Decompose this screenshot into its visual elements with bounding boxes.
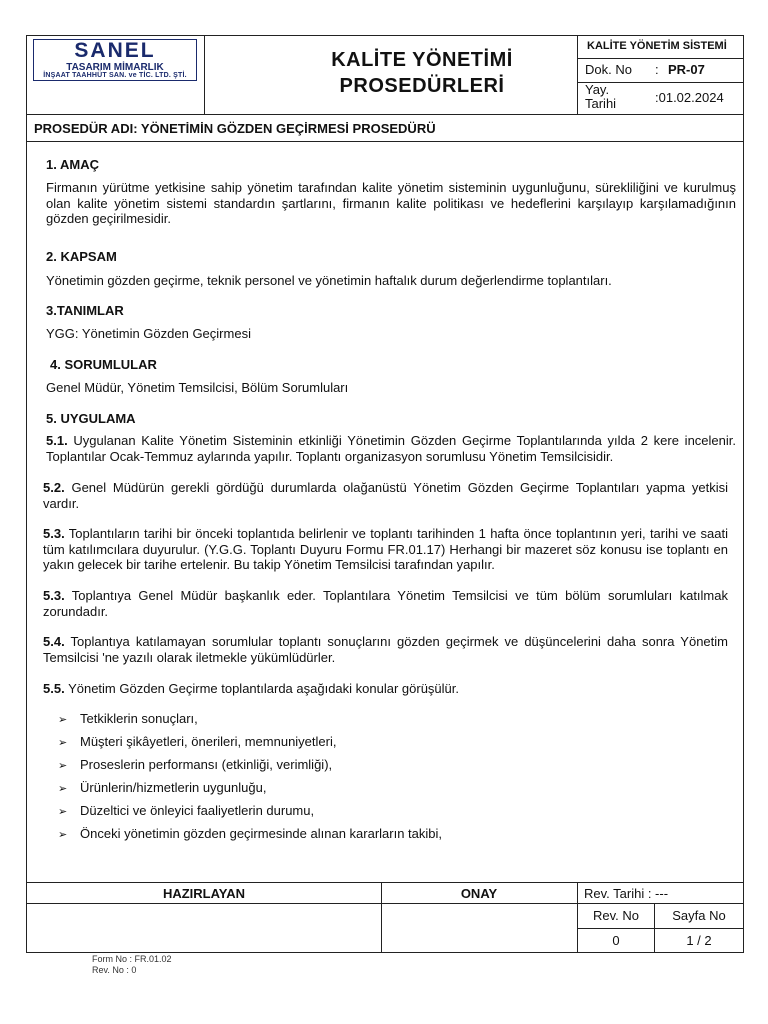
- list-item: [58, 803, 314, 818]
- list-item-text: Müşteri şikâyetleri, önerileri, memnuniyetleri,: [80, 734, 337, 749]
- logo-line1: TASARIM MİMARLIK: [66, 62, 164, 73]
- list-item-text: Düzeltici ve önleyici faaliyetlerin durumu,: [80, 803, 315, 818]
- company-logo: [33, 39, 197, 81]
- item-number: 5.5.: [43, 681, 65, 696]
- list-item: [58, 757, 332, 772]
- page-value: 1 / 2: [686, 933, 712, 948]
- pub-date-label-2: Tarihi: [585, 96, 617, 111]
- document-title-line2: PROSEDÜRLERİ: [339, 75, 505, 97]
- item-number: 5.3.: [43, 526, 65, 541]
- list-item-text: Önceki yönetimin gözden geçirmesinde alınan kararların takibi,: [80, 826, 443, 841]
- doc-no-label: Dok. No: [585, 62, 632, 77]
- rev-no-value: 0: [612, 933, 620, 948]
- rev-date: Rev. Tarihi : ---: [584, 886, 669, 901]
- item-text: Genel Müdürün gerekli gördüğü durumlarda olağanüstü Yönetim Gözden Geçirme Toplantıları yapma yetkisi vardır.: [43, 480, 728, 511]
- section-text-kapsam: Yönetimin gözden geçirme, teknik personel ve yönetimin haftalık durum değerlendirme toplantıları.: [46, 273, 612, 288]
- item-number: 5.2.: [43, 480, 65, 495]
- header-divider: [27, 114, 743, 115]
- document-title: [256, 47, 588, 99]
- item-5-3b: [43, 588, 728, 619]
- procedure-name: PROSEDÜR ADI: YÖNETİMİN GÖZDEN GEÇİRMESİ PROSEDÜRÜ: [34, 121, 436, 136]
- item-text: Toplantıya Genel Müdür başkanlık eder. Toplantılara Yönetim Temsilcisi ve tüm bölüm sorumluları katılmak zorundadır.: [43, 588, 728, 619]
- list-item: [58, 711, 198, 726]
- item-5-3: [43, 526, 728, 573]
- rev-no-label: Rev. No: [593, 908, 639, 923]
- section-text-tanimlar: YGG: Yönetimin Gözden Geçirmesi: [46, 326, 251, 341]
- item-5-1: [46, 433, 736, 464]
- section-title-tanimlar: 3.TANIMLAR: [46, 303, 124, 318]
- pub-date-label: [585, 83, 616, 111]
- list-item-text: Tetkiklerin sonuçları,: [80, 711, 198, 726]
- page-no-label: Sayfa No: [672, 908, 726, 923]
- form-number: Form No : FR.01.02: [92, 954, 172, 964]
- section-text-sorumlular: Genel Müdür, Yönetim Temsilcisi, Bölüm Sorumluları: [46, 380, 349, 395]
- document-title-line1: KALİTE YÖNETİMİ: [331, 49, 513, 71]
- section-text-amac: Firmanın yürütme yetkisine sahip yönetim tarafından kalite yönetim sisteminin uygunluğunu, sürekliliğini ve kurulmuş olan kalite yönetim sistemi standardın şartlarını, firmanın kalite politikası ve hedeflerini karşılayıp karşılamadığının gözden geçirilmesidir.: [46, 180, 736, 227]
- approval-header: ONAY: [460, 886, 498, 901]
- header-divider: [27, 141, 743, 142]
- header-divider: [577, 58, 743, 59]
- pub-date-value: :01.02.2024: [655, 90, 724, 105]
- footer-table-line: [577, 928, 743, 929]
- item-text: Toplantıya katılamayan sorumlular toplantı sonuçlarını gözden geçirmek ve düşüncelerini daha sonra Yönetim Temsilcisi 'ne yazılı olarak iletmekle yükümlüdürler.: [43, 634, 728, 665]
- arrow-bullet-icon: ➢: [58, 806, 68, 818]
- list-item: [58, 734, 336, 749]
- item-number: 5.4.: [43, 634, 65, 649]
- section-title-uygulama: 5. UYGULAMA: [46, 411, 136, 426]
- item-5-5: [43, 681, 728, 697]
- prepared-header: HAZIRLAYAN: [162, 886, 246, 901]
- item-number: 5.1.: [46, 433, 68, 448]
- item-text: Yönetim Gözden Geçirme toplantılarda aşağıdaki konular görüşülür.: [64, 681, 460, 696]
- doc-no-value: PR-07: [668, 62, 705, 77]
- logo-brand: SANEL: [74, 39, 156, 62]
- list-item-text: Ürünlerin/hizmetlerin uygunluğu,: [80, 780, 267, 795]
- section-title-amac: 1. AMAÇ: [46, 157, 99, 172]
- logo-line2: İNŞAAT TAAHHÜT SAN. ve TİC. LTD. ŞTİ.: [43, 72, 187, 79]
- arrow-bullet-icon: ➢: [58, 829, 68, 841]
- item-5-2: [43, 480, 728, 511]
- footer-table-line: [27, 882, 743, 883]
- arrow-bullet-icon: ➢: [58, 760, 68, 772]
- list-item: [58, 780, 266, 795]
- arrow-bullet-icon: ➢: [58, 783, 68, 795]
- item-5-4: [43, 634, 728, 665]
- list-item-text: Proseslerin performansı (etkinliği, verimliği),: [80, 757, 333, 772]
- arrow-bullet-icon: ➢: [58, 737, 68, 749]
- header-divider: [204, 36, 205, 114]
- footer-table-line: [27, 903, 743, 904]
- doc-no-separator: :: [655, 62, 659, 77]
- form-rev-number: Rev. No : 0: [92, 965, 137, 975]
- item-number: 5.3.: [43, 588, 65, 603]
- section-title-kapsam: 2. KAPSAM: [46, 249, 117, 264]
- list-item: [58, 826, 442, 841]
- pub-date-label-1: Yay.: [585, 82, 610, 97]
- arrow-bullet-icon: ➢: [58, 714, 68, 726]
- system-label: KALİTE YÖNETİM SİSTEMİ: [587, 40, 727, 52]
- item-text: Toplantıların tarihi bir önceki toplantıda belirlenir ve toplantı tarihinden 1 hafta önce toplantının yeri, tarihi ve saati tüm katılımcılara duyurulur. (Y.G.G. Toplantı Duyuru Formu FR.01.17) Herhangi bir mazeret söz konusu ise toplantı en yakın gelecek bir tarihe ertelenir. Bu takip Yönetim Temsilcisi tarafından yapılır.: [43, 526, 728, 573]
- section-title-sorumlular: 4. SORUMLULAR: [50, 357, 157, 372]
- item-text: Uygulanan Kalite Yönetim Sisteminin etkinliği Yönetimin Gözden Geçirme Toplantılarında yılda 2 kere incelenir. Toplantılar Ocak-Temmuz aylarında yapılır. Toplantı organizasyon sorumlusu Yönetim Temsilcisidir.: [46, 433, 736, 464]
